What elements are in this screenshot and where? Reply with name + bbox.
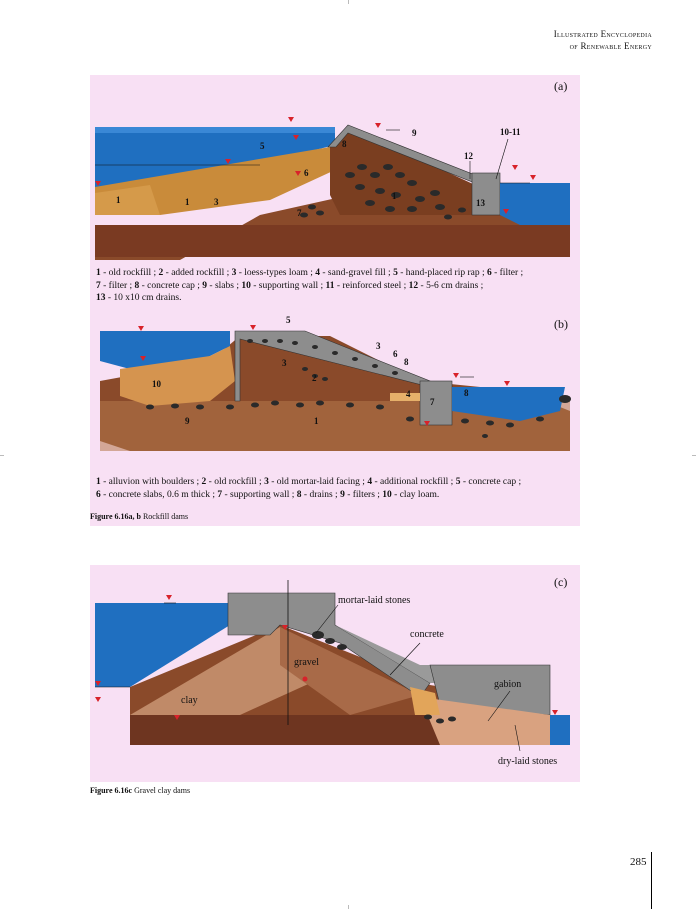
caption-text: - old rockfill ;	[100, 268, 159, 278]
drains	[390, 393, 420, 401]
panel-tag-c: (c)	[554, 575, 568, 589]
label-num: 10	[152, 379, 161, 389]
figure-panel-b	[90, 311, 580, 526]
caption-text: - alluvion with boulders ;	[100, 477, 202, 487]
label-num: 1	[116, 195, 121, 205]
water-surface	[95, 127, 335, 133]
tailwater	[500, 183, 570, 225]
label-num: 3	[214, 197, 219, 207]
crop-mark	[348, 905, 349, 909]
caption-line	[96, 489, 580, 502]
caption-number: 9	[202, 280, 208, 291]
label-num: 10-11	[500, 127, 521, 137]
caption-number: 13	[96, 293, 106, 303]
figure-title: Rockfill dams	[140, 512, 189, 521]
caption-number: 6	[96, 489, 101, 500]
caption-number: 7	[96, 280, 101, 291]
caption-a	[96, 267, 576, 305]
caption-text: - concrete slabs, 0.6 m thick ;	[100, 489, 218, 500]
page-rule	[651, 852, 652, 909]
caption-number: 4	[367, 477, 373, 487]
label-num: 6	[304, 168, 309, 178]
label-gravel: gravel	[294, 657, 319, 668]
caption-number: 6	[486, 268, 492, 278]
label-num: 1	[185, 197, 190, 207]
caption-text: - filter ;	[100, 280, 135, 291]
caption-number: 7	[217, 489, 223, 500]
caption-text: - old rockfill ;	[206, 477, 265, 487]
label-num: 8	[404, 357, 409, 367]
label-num: 3	[282, 358, 287, 368]
caption-number: 5	[393, 268, 398, 278]
caption-text: - supporting wall ;	[222, 489, 297, 500]
caption-text: - sand-gravel fill ;	[320, 268, 394, 278]
supporting-wall	[420, 381, 452, 425]
caption-text: - filter ;	[491, 268, 524, 278]
figure-panel-c	[90, 565, 580, 782]
caption-line	[96, 476, 580, 489]
soil-deep	[95, 225, 570, 257]
caption-text: - drains ;	[301, 489, 341, 500]
supporting-wall	[472, 173, 500, 215]
caption-text: - filters ;	[344, 489, 383, 500]
caption-text: - supporting wall ;	[250, 280, 326, 291]
caption-text: - additional rockfill ;	[372, 477, 456, 487]
caption-number: 9	[340, 489, 345, 500]
caption-number: 3	[231, 268, 237, 278]
caption-number: 4	[315, 268, 320, 278]
caption-text: - reinforced steel ;	[334, 280, 409, 291]
figure-caption-ab	[90, 512, 188, 521]
label-num: 9	[185, 416, 190, 426]
caption-number: 5	[455, 477, 461, 487]
label-num: 12	[464, 151, 473, 161]
label-num: 13	[476, 198, 485, 208]
label-num: 9	[412, 128, 417, 138]
caption-text: - concrete cap ;	[139, 280, 203, 291]
caption-number: 11	[325, 280, 335, 291]
running-header-line1: Illustrated Encyclopedia	[553, 29, 652, 39]
label-num: 7	[430, 397, 435, 407]
label-num: 8	[342, 139, 347, 149]
dam-diagram-c	[90, 565, 580, 782]
caption-text: - old mortar-laid facing ;	[268, 477, 368, 487]
panel-tag-a: (a)	[554, 79, 568, 93]
caption-text: - added rockfill ;	[163, 268, 232, 278]
crop-mark	[0, 455, 4, 456]
running-header-line2: of Renewable Energy	[569, 41, 652, 51]
caption-text: - 5-6 cm drains ;	[418, 280, 484, 291]
caption-text: - hand-placed rip rap ;	[397, 268, 487, 278]
label-num: 6	[393, 349, 398, 359]
caption-number: 10	[241, 280, 251, 291]
caption-text: - slabs ;	[207, 280, 242, 291]
caption-number: 1	[96, 477, 101, 487]
caption-text: - 10 x10 cm drains.	[105, 293, 182, 303]
caption-number: 3	[264, 477, 269, 487]
label-num: 8	[464, 388, 469, 398]
caption-number: 2	[158, 268, 164, 278]
figure-label: Figure 6.16a, b	[90, 512, 141, 521]
caption-line	[96, 292, 576, 305]
caption-number: 8	[296, 489, 302, 500]
running-header	[554, 28, 652, 52]
label-gabion: gabion	[494, 679, 522, 690]
tailwater	[550, 715, 570, 745]
caption-text: - clay loam.	[391, 489, 440, 500]
caption-line	[96, 280, 576, 293]
caption-text: - concrete cap ;	[460, 477, 522, 487]
caption-number: 10	[382, 489, 392, 500]
caption-line	[96, 267, 576, 280]
label-dry-laid-stones: dry-laid stones	[498, 756, 558, 767]
label-num: 7	[297, 208, 302, 218]
figure-title: Gravel clay dams	[132, 786, 191, 795]
label-mortar-laid-stones: mortar-laid stones	[338, 595, 411, 606]
caption-number: 1	[96, 268, 101, 278]
label-clay: clay	[181, 695, 198, 706]
panel-tag-b: (b)	[554, 317, 568, 331]
figure-label: Figure 6.16c	[90, 786, 133, 795]
caption-number: 2	[201, 477, 207, 487]
caption-number: 12	[408, 280, 419, 291]
label-num: 3	[376, 341, 381, 351]
label-num: 4	[406, 389, 411, 399]
label-num: 2	[312, 373, 317, 383]
label-num: 5	[286, 315, 291, 325]
crop-mark	[692, 455, 696, 456]
caption-number: 8	[134, 280, 140, 291]
label-num: 1	[392, 191, 397, 201]
figure-panel-a	[90, 75, 580, 313]
crop-mark	[348, 0, 349, 4]
leader-line	[496, 139, 508, 179]
caption-text: - loess-types loam ;	[236, 268, 316, 278]
caption-b	[96, 476, 580, 501]
figure-caption-c	[90, 786, 190, 795]
label-num: 1	[314, 416, 319, 426]
page-number: 285	[630, 856, 647, 868]
label-concrete: concrete	[410, 629, 444, 640]
label-num: 5	[260, 141, 265, 151]
